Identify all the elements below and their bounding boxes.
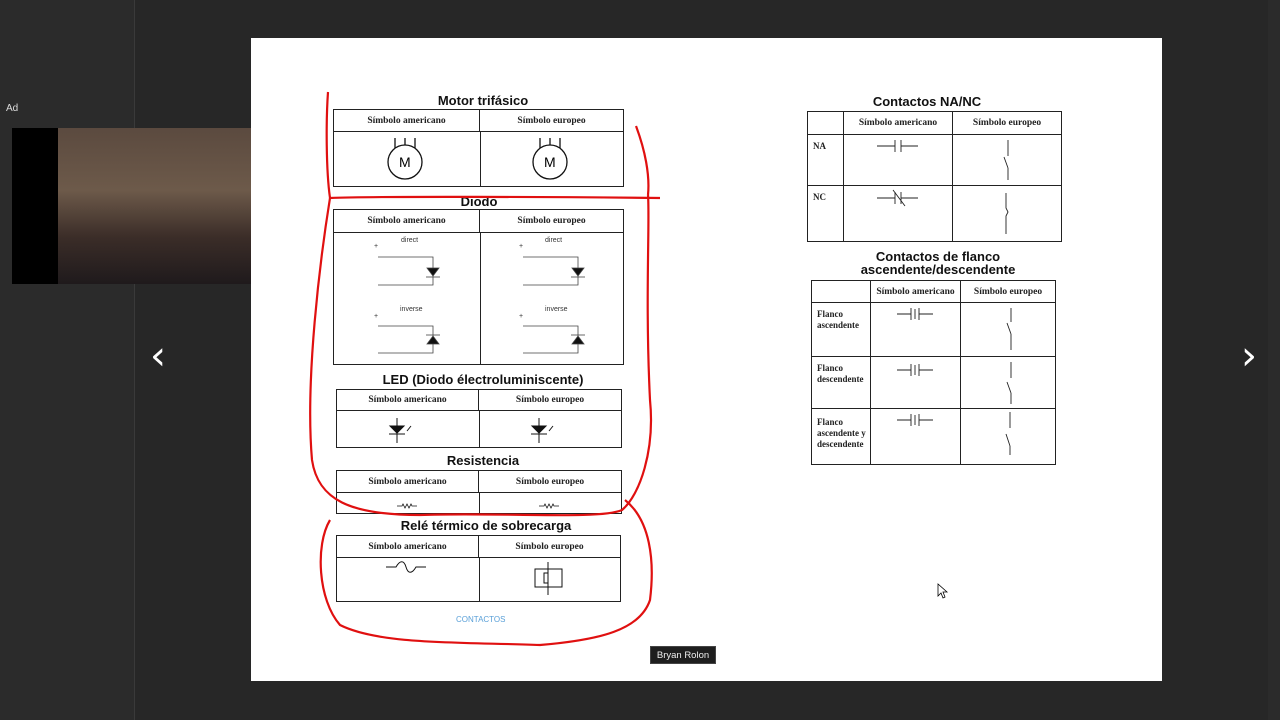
cell: [871, 303, 961, 357]
motor-table: [333, 109, 624, 187]
nanc-table: [807, 111, 1062, 242]
cell: [961, 303, 1055, 357]
header-american: Símbolo americano: [337, 390, 479, 411]
flanco-title-1: Contactos de flanco: [875, 249, 1001, 264]
row-label-ascendente: Flanco ascendente: [812, 303, 871, 357]
header-american: Símbolo americano: [844, 112, 953, 135]
flanco-table: [811, 280, 1056, 465]
left-panel: [0, 0, 135, 720]
inverse-label: inverse: [400, 306, 423, 313]
header-american: Símbolo americano: [337, 471, 479, 493]
divider: [480, 233, 481, 364]
header-european: Símbolo europeo: [479, 390, 621, 411]
motor-title: Motor trifásico: [437, 93, 529, 108]
divider: [479, 493, 480, 513]
blank-cell: [808, 112, 844, 135]
header-european: Símbolo europeo: [479, 471, 621, 493]
diodo-title: Diodo: [460, 194, 498, 209]
right-panel: [1268, 0, 1280, 720]
cell: [961, 357, 1055, 409]
cell: [871, 357, 961, 409]
motor-m-am: M: [399, 154, 411, 170]
cell: [871, 409, 961, 464]
rele-title: Relé térmico de sobrecarga: [400, 518, 572, 533]
divider: [479, 558, 480, 601]
header-european: Símbolo europeo: [479, 536, 620, 558]
plus-label: +: [519, 313, 524, 320]
rele-table: [336, 535, 621, 602]
plus-label: +: [374, 243, 379, 250]
row-label-descendente: Flanco descendente: [812, 357, 871, 409]
motor-m-eu: M: [544, 154, 556, 170]
header-american: Símbolo americano: [337, 536, 479, 558]
row-label-ambos: Flanco ascendente y descendente: [812, 409, 871, 464]
header-european: Símbolo europeo: [961, 281, 1055, 303]
header-american: Símbolo americano: [334, 210, 480, 233]
inverse-label: inverse: [545, 306, 568, 313]
resistencia-table: [336, 470, 622, 514]
row-label-nc: NC: [808, 186, 844, 241]
flanco-title-2: ascendente/descendente: [860, 262, 1016, 277]
plus-label: +: [374, 313, 379, 320]
webcam-video: [12, 128, 288, 284]
direct-label: direct: [401, 237, 419, 244]
divider: [479, 411, 480, 447]
cell: [844, 186, 953, 241]
led-table: [336, 389, 622, 448]
mouse-cursor-icon: [938, 584, 939, 585]
presenter-video: [58, 128, 266, 284]
divider: [480, 132, 481, 186]
contactos-link[interactable]: CONTACTOS: [456, 615, 506, 624]
red-annotations: [0, 0, 1, 1]
ad-label: Ad: [6, 103, 19, 114]
header-european: Símbolo europeo: [480, 110, 623, 132]
direct-label: direct: [545, 237, 563, 244]
header-european: Símbolo europeo: [953, 112, 1061, 135]
led-title: LED (Diodo électroluminiscente): [382, 372, 584, 387]
header-american: Símbolo americano: [871, 281, 961, 303]
presenter-name-tag: Bryan Rolon: [650, 646, 716, 664]
row-label-na: NA: [808, 135, 844, 186]
nanc-title: Contactos NA/NC: [872, 94, 982, 109]
blank-cell: [812, 281, 871, 303]
prev-slide-button[interactable]: ‹: [150, 333, 166, 379]
cell: [953, 135, 1061, 186]
next-slide-button[interactable]: ›: [1241, 333, 1257, 379]
header-american: Símbolo americano: [334, 110, 480, 132]
header-european: Símbolo europeo: [480, 210, 623, 233]
resistencia-title: Resistencia: [446, 453, 520, 468]
plus-label: +: [519, 243, 524, 250]
cell: [844, 135, 953, 186]
